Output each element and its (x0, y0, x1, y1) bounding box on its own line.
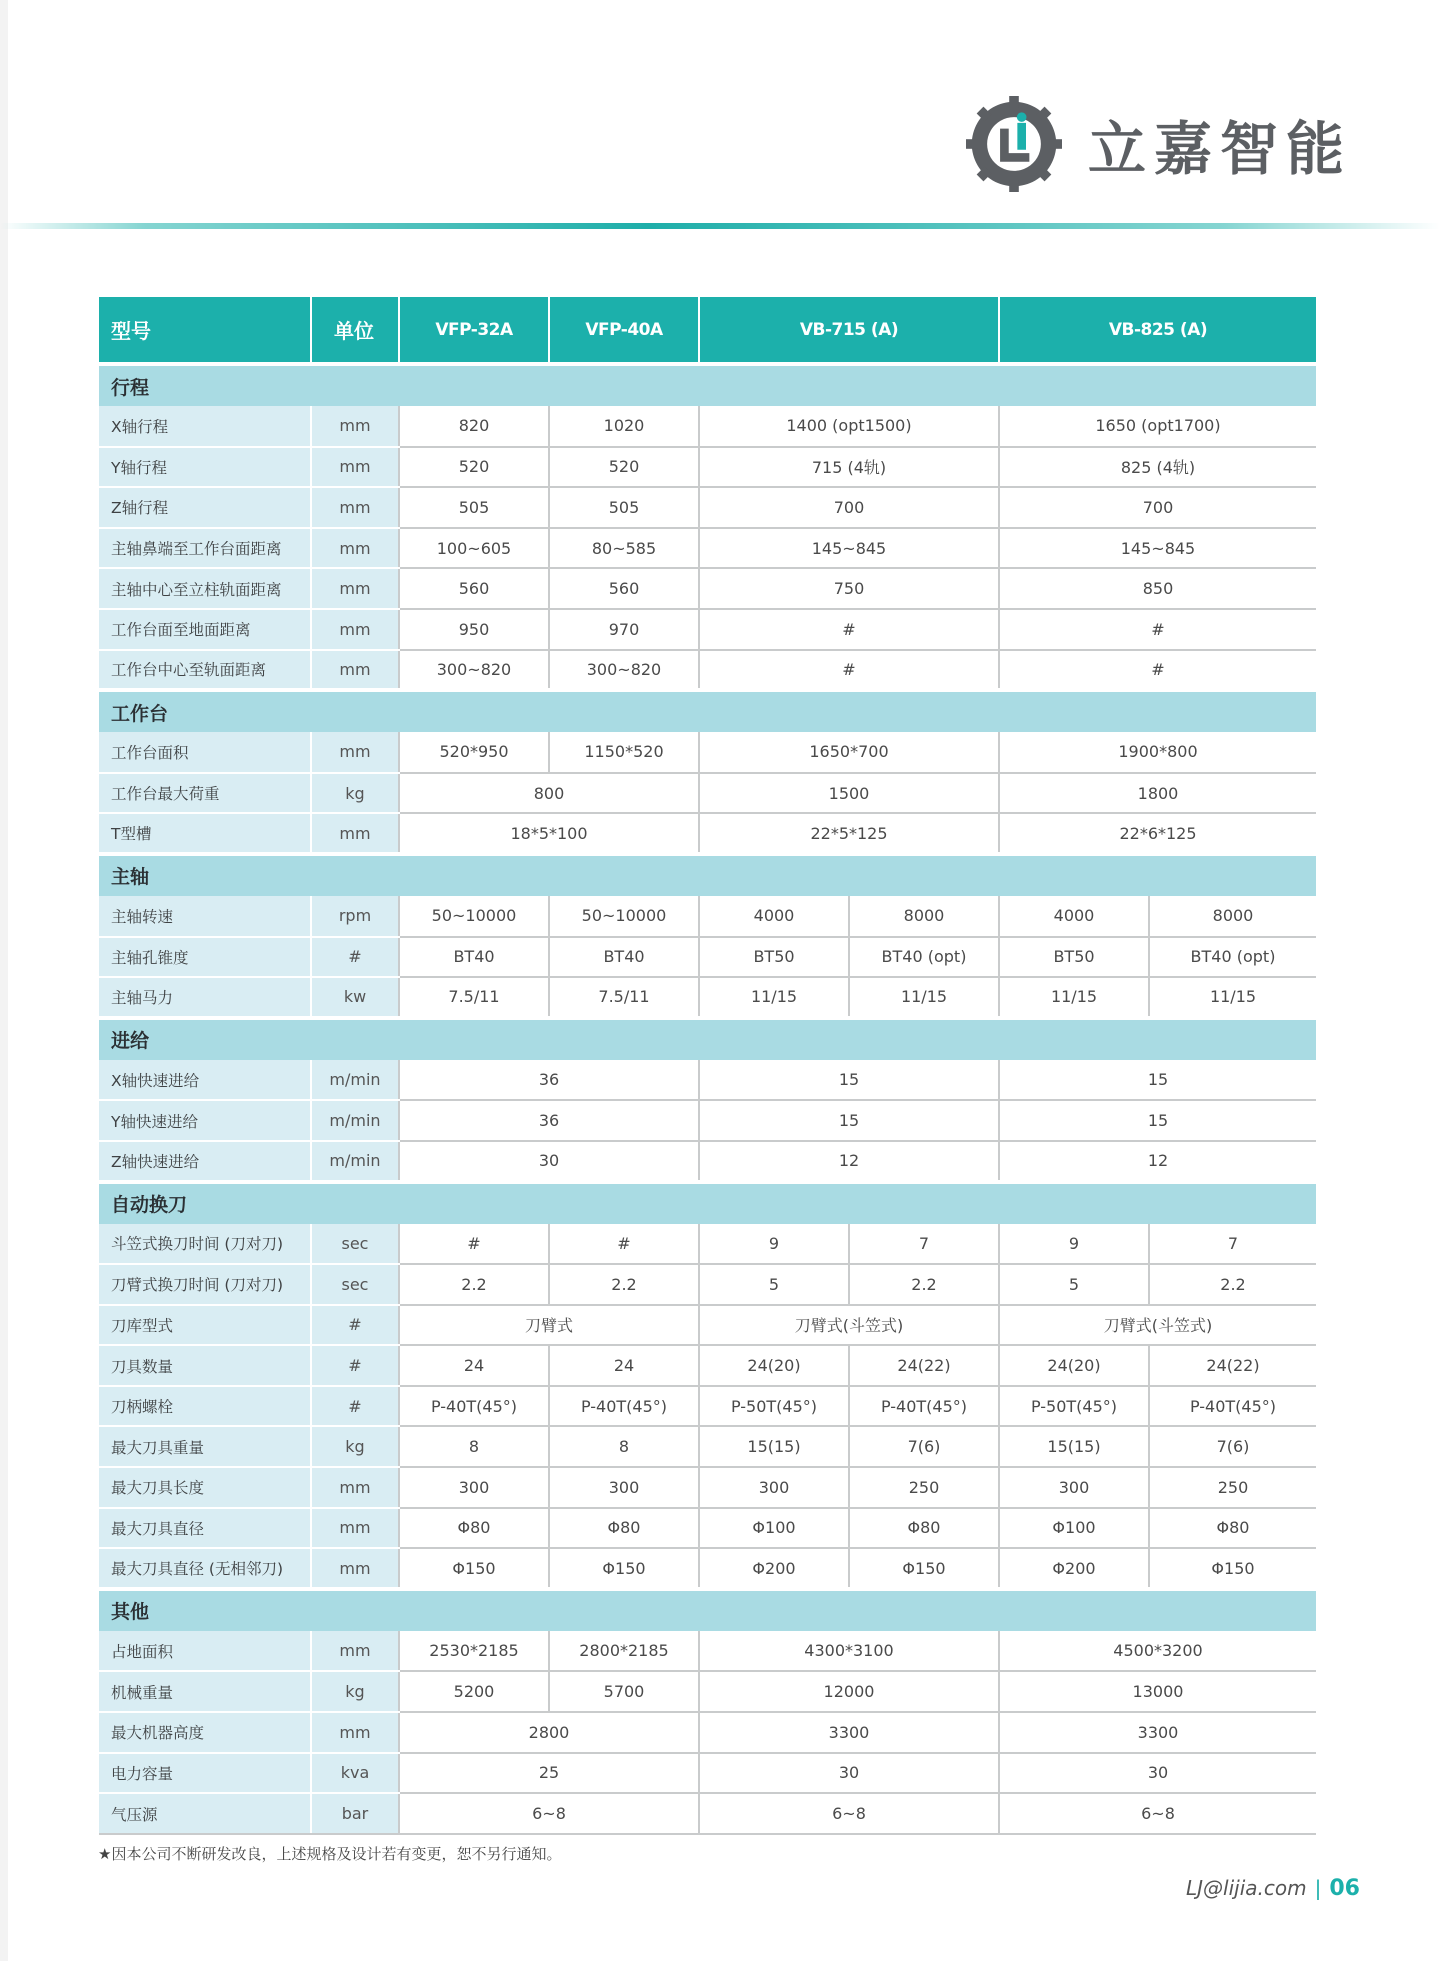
spec-value-cell: 700 (699, 487, 999, 528)
spec-value-cell: P-40T(45°) (1149, 1386, 1316, 1427)
row-label: 刀臂式换刀时间 (刀对刀) (99, 1264, 311, 1305)
spec-value-cell: 11/15 (699, 977, 849, 1018)
spec-value-cell: 7.5/11 (549, 977, 699, 1018)
spec-value-cell: Φ100 (999, 1508, 1149, 1549)
spec-value-cell: 5 (699, 1264, 849, 1305)
spec-value-cell: 560 (549, 568, 699, 609)
gear-lj-icon (966, 96, 1062, 192)
row-unit: sec (311, 1264, 399, 1305)
row-label: 刀库型式 (99, 1305, 311, 1346)
spec-value-cell: 80~585 (549, 528, 699, 569)
spec-value-cell: Φ100 (699, 1508, 849, 1549)
section-title: 自动换刀 (99, 1182, 1316, 1224)
spec-value-cell: 刀臂式 (399, 1305, 699, 1346)
spec-value-cell: 820 (399, 406, 549, 447)
row-unit: m/min (311, 1141, 399, 1182)
row-label: Z轴快速进给 (99, 1141, 311, 1182)
table-row (99, 732, 1316, 773)
page-number: 06 (1329, 1876, 1360, 1901)
spec-value-cell: 11/15 (999, 977, 1149, 1018)
spec-value-cell: 2.2 (849, 1264, 999, 1305)
spec-value-cell: 1500 (699, 773, 999, 814)
spec-value-cell: 4000 (999, 896, 1149, 937)
spec-value-cell: 750 (699, 568, 999, 609)
spec-value-cell: 100~605 (399, 528, 549, 569)
row-unit: sec (311, 1224, 399, 1265)
row-label: 工作台面积 (99, 732, 311, 773)
brand-logo (966, 94, 1366, 194)
spec-value-cell: 4000 (699, 896, 849, 937)
spec-value-cell: Φ80 (549, 1508, 699, 1549)
spec-value-cell: 4300*3100 (699, 1631, 999, 1672)
table-row (99, 937, 1316, 978)
row-unit: mm (311, 1548, 399, 1589)
row-unit: bar (311, 1793, 399, 1834)
row-label: 最大刀具直径 (无相邻刀) (99, 1548, 311, 1589)
section-title: 主轴 (99, 854, 1316, 896)
row-label: 主轴鼻端至工作台面距离 (99, 528, 311, 569)
spec-value-cell: 145~845 (999, 528, 1316, 569)
spec-value-cell: 7.5/11 (399, 977, 549, 1018)
contact-email[interactable]: LJ@lijia.com (1186, 1876, 1307, 1900)
spec-value-cell: 505 (399, 487, 549, 528)
spec-value-cell: 825 (4轨) (999, 447, 1316, 488)
spec-value-cell: BT50 (999, 937, 1149, 978)
spec-value-cell: # (999, 650, 1316, 691)
table-row (99, 1141, 1316, 1182)
spec-value-cell: # (399, 1224, 549, 1265)
spec-value-cell: 6~8 (399, 1793, 699, 1834)
table-row (99, 1508, 1316, 1549)
row-label: 机械重量 (99, 1671, 311, 1712)
spec-value-cell: 7(6) (1149, 1426, 1316, 1467)
spec-value-cell: 250 (1149, 1467, 1316, 1508)
spec-value-cell: 15 (999, 1060, 1316, 1101)
spec-value-cell: Φ150 (399, 1548, 549, 1589)
table-row (99, 1345, 1316, 1386)
spec-value-cell: P-40T(45°) (849, 1386, 999, 1427)
spec-value-cell: 8 (549, 1426, 699, 1467)
spec-value-cell: 24(20) (999, 1345, 1149, 1386)
table-row (99, 1264, 1316, 1305)
spec-value-cell: BT40 (opt) (1149, 937, 1316, 978)
spec-value-cell: # (699, 650, 999, 691)
section-title: 其他 (99, 1589, 1316, 1631)
spec-value-cell: 3300 (699, 1712, 999, 1753)
table-row (99, 528, 1316, 569)
row-label: 最大刀具直径 (99, 1508, 311, 1549)
row-label: 工作台面至地面距离 (99, 609, 311, 650)
spec-value-cell: BT50 (699, 937, 849, 978)
spec-value-cell: 970 (549, 609, 699, 650)
table-row (99, 1548, 1316, 1589)
spec-value-cell: 22*5*125 (699, 813, 999, 854)
spec-value-cell: P-50T(45°) (999, 1386, 1149, 1427)
row-label: T型槽 (99, 813, 311, 854)
spec-value-cell: 300 (549, 1467, 699, 1508)
spec-value-cell: 36 (399, 1060, 699, 1101)
spec-value-cell: 15 (699, 1060, 999, 1101)
spec-value-cell: 2800 (399, 1712, 699, 1753)
section-row (99, 1589, 1316, 1631)
row-unit: kg (311, 773, 399, 814)
spec-value-cell: 11/15 (849, 977, 999, 1018)
spec-value-cell: 15 (999, 1100, 1316, 1141)
spec-value-cell: 8000 (1149, 896, 1316, 937)
row-unit: kva (311, 1753, 399, 1794)
row-label: 工作台最大荷重 (99, 773, 311, 814)
spec-value-cell: 1150*520 (549, 732, 699, 773)
spec-value-cell: 4500*3200 (999, 1631, 1316, 1672)
spec-value-cell: 30 (399, 1141, 699, 1182)
spec-value-cell: 7 (1149, 1224, 1316, 1265)
spec-value-cell: 950 (399, 609, 549, 650)
row-unit: mm (311, 1467, 399, 1508)
spec-value-cell: 1800 (999, 773, 1316, 814)
row-label: 刀柄螺栓 (99, 1386, 311, 1427)
spec-value-cell: 刀臂式(斗笠式) (999, 1305, 1316, 1346)
spec-value-cell: 2.2 (399, 1264, 549, 1305)
row-label: X轴快速进给 (99, 1060, 311, 1101)
table-row (99, 896, 1316, 937)
spec-value-cell: Φ200 (699, 1548, 849, 1589)
table-row (99, 1671, 1316, 1712)
section-row (99, 1018, 1316, 1060)
spec-value-cell: 6~8 (999, 1793, 1316, 1834)
spec-value-cell: 850 (999, 568, 1316, 609)
table-row (99, 406, 1316, 447)
table-row (99, 487, 1316, 528)
spec-value-cell: 24(22) (849, 1345, 999, 1386)
footer-separator: | (1314, 1876, 1322, 1900)
spec-value-cell: P-50T(45°) (699, 1386, 849, 1427)
spec-value-cell: 8000 (849, 896, 999, 937)
spec-value-cell: 560 (399, 568, 549, 609)
row-label: 占地面积 (99, 1631, 311, 1672)
spec-value-cell: Φ80 (849, 1508, 999, 1549)
row-label: 最大机器高度 (99, 1712, 311, 1753)
row-label: Y轴行程 (99, 447, 311, 488)
spec-value-cell: 7(6) (849, 1426, 999, 1467)
spec-value-cell: Φ80 (1149, 1508, 1316, 1549)
row-unit: # (311, 1305, 399, 1346)
table-row (99, 1712, 1316, 1753)
table-header-row (99, 297, 1316, 364)
page-edge-strip (0, 0, 8, 1961)
spec-value-cell: 2800*2185 (549, 1631, 699, 1672)
section-row (99, 364, 1316, 406)
spec-value-cell: 700 (999, 487, 1316, 528)
row-label: 主轴转速 (99, 896, 311, 937)
spec-value-cell: 12000 (699, 1671, 999, 1712)
row-label: Z轴行程 (99, 487, 311, 528)
spec-value-cell: Φ80 (399, 1508, 549, 1549)
spec-value-cell: 50~10000 (399, 896, 549, 937)
spec-value-cell: 5700 (549, 1671, 699, 1712)
table-row (99, 568, 1316, 609)
row-label: 最大刀具重量 (99, 1426, 311, 1467)
row-unit: mm (311, 650, 399, 691)
row-unit: mm (311, 568, 399, 609)
row-unit: m/min (311, 1100, 399, 1141)
spec-value-cell: BT40 (399, 937, 549, 978)
spec-value-cell: 6~8 (699, 1793, 999, 1834)
table-row (99, 813, 1316, 854)
table-row (99, 447, 1316, 488)
row-unit: mm (311, 1631, 399, 1672)
section-title: 行程 (99, 364, 1316, 406)
header-model-vfp40a: VFP-40A (549, 297, 699, 364)
spec-value-cell: Φ200 (999, 1548, 1149, 1589)
row-label: 主轴孔锥度 (99, 937, 311, 978)
spec-value-cell: 15(15) (999, 1426, 1149, 1467)
row-unit: mm (311, 1508, 399, 1549)
spec-value-cell: P-40T(45°) (549, 1386, 699, 1427)
spec-value-cell: 30 (999, 1753, 1316, 1794)
section-title: 进给 (99, 1018, 1316, 1060)
table-row (99, 1305, 1316, 1346)
spec-table-body (99, 364, 1316, 1834)
row-label: 电力容量 (99, 1753, 311, 1794)
spec-value-cell: 1900*800 (999, 732, 1316, 773)
spec-value-cell: 25 (399, 1753, 699, 1794)
table-row (99, 1426, 1316, 1467)
row-label: 刀具数量 (99, 1345, 311, 1386)
row-label: 最大刀具长度 (99, 1467, 311, 1508)
section-row (99, 854, 1316, 896)
spec-value-cell: 11/15 (1149, 977, 1316, 1018)
brand-name: 立嘉智能 (1088, 115, 1353, 183)
row-unit: mm (311, 609, 399, 650)
header-unit-label: 单位 (311, 297, 399, 364)
spec-value-cell: 520*950 (399, 732, 549, 773)
spec-value-cell: Φ150 (1149, 1548, 1316, 1589)
header-model-vb715: VB-715 (A) (699, 297, 999, 364)
spec-value-cell: 1400 (opt1500) (699, 406, 999, 447)
table-row (99, 650, 1316, 691)
table-row (99, 773, 1316, 814)
table-row (99, 1467, 1316, 1508)
row-unit: mm (311, 487, 399, 528)
spec-value-cell: Φ150 (849, 1548, 999, 1589)
section-row (99, 1182, 1316, 1224)
row-unit: # (311, 1386, 399, 1427)
spec-value-cell: 1650*700 (699, 732, 999, 773)
spec-value-cell: 刀臂式(斗笠式) (699, 1305, 999, 1346)
spec-value-cell: 8 (399, 1426, 549, 1467)
spec-value-cell: 9 (699, 1224, 849, 1265)
spec-value-cell: 800 (399, 773, 699, 814)
spec-value-cell: 12 (999, 1141, 1316, 1182)
spec-value-cell: 24 (399, 1345, 549, 1386)
section-title: 工作台 (99, 690, 1316, 732)
spec-value-cell: 36 (399, 1100, 699, 1141)
spec-value-cell: 24(20) (699, 1345, 849, 1386)
spec-value-cell: 13000 (999, 1671, 1316, 1712)
spec-table (99, 297, 1316, 1835)
row-unit: mm (311, 528, 399, 569)
spec-value-cell: 300 (699, 1467, 849, 1508)
row-label: 主轴中心至立柱轨面距离 (99, 568, 311, 609)
spec-value-cell: 24(22) (1149, 1345, 1316, 1386)
spec-value-cell: 12 (699, 1141, 999, 1182)
spec-value-cell: 520 (399, 447, 549, 488)
spec-value-cell: 15(15) (699, 1426, 849, 1467)
spec-value-cell: 18*5*100 (399, 813, 699, 854)
header-model-vb825: VB-825 (A) (999, 297, 1316, 364)
table-row (99, 1386, 1316, 1427)
row-unit: # (311, 1345, 399, 1386)
spec-value-cell: 2.2 (1149, 1264, 1316, 1305)
spec-value-cell: 15 (699, 1100, 999, 1141)
table-row (99, 1753, 1316, 1794)
spec-value-cell: 145~845 (699, 528, 999, 569)
spec-value-cell: 2.2 (549, 1264, 699, 1305)
spec-value-cell: 2530*2185 (399, 1631, 549, 1672)
section-row (99, 690, 1316, 732)
spec-value-cell: 24 (549, 1345, 699, 1386)
spec-value-cell: # (549, 1224, 699, 1265)
spec-value-cell: 300~820 (399, 650, 549, 691)
spec-value-cell: 1650 (opt1700) (999, 406, 1316, 447)
spec-value-cell: 9 (999, 1224, 1149, 1265)
spec-value-cell: 50~10000 (549, 896, 699, 937)
row-unit: kw (311, 977, 399, 1018)
spec-value-cell: 300 (999, 1467, 1149, 1508)
page-footer (1150, 1876, 1360, 1901)
spec-value-cell: 250 (849, 1467, 999, 1508)
spec-value-cell: 5200 (399, 1671, 549, 1712)
row-label: 工作台中心至轨面距离 (99, 650, 311, 691)
table-row (99, 1224, 1316, 1265)
spec-value-cell: 520 (549, 447, 699, 488)
header-divider (0, 223, 1440, 229)
table-row (99, 609, 1316, 650)
row-unit: kg (311, 1426, 399, 1467)
row-label: X轴行程 (99, 406, 311, 447)
table-row (99, 1793, 1316, 1834)
row-unit: mm (311, 447, 399, 488)
spec-value-cell: Φ150 (549, 1548, 699, 1589)
header-model-vfp32a: VFP-32A (399, 297, 549, 364)
table-row (99, 1100, 1316, 1141)
row-unit: # (311, 937, 399, 978)
row-unit: mm (311, 732, 399, 773)
row-unit: rpm (311, 896, 399, 937)
spec-value-cell: 715 (4轨) (699, 447, 999, 488)
header-model-label: 型号 (99, 297, 311, 364)
row-label: 斗笠式换刀时间 (刀对刀) (99, 1224, 311, 1265)
spec-value-cell: BT40 (opt) (849, 937, 999, 978)
spec-value-cell: 5 (999, 1264, 1149, 1305)
spec-value-cell: 505 (549, 487, 699, 528)
row-label: Y轴快速进给 (99, 1100, 311, 1141)
row-label: 气压源 (99, 1793, 311, 1834)
spec-value-cell: 22*6*125 (999, 813, 1316, 854)
spec-value-cell: 1020 (549, 406, 699, 447)
row-unit: m/min (311, 1060, 399, 1101)
spec-value-cell: 300~820 (549, 650, 699, 691)
row-label: 主轴马力 (99, 977, 311, 1018)
row-unit: mm (311, 1712, 399, 1753)
spec-value-cell: 7 (849, 1224, 999, 1265)
spec-value-cell: 3300 (999, 1712, 1316, 1753)
spec-value-cell: 30 (699, 1753, 999, 1794)
spec-value-cell: 300 (399, 1467, 549, 1508)
spec-value-cell: P-40T(45°) (399, 1386, 549, 1427)
spec-value-cell: # (999, 609, 1316, 650)
spec-value-cell: # (699, 609, 999, 650)
table-row (99, 1631, 1316, 1672)
spec-value-cell: BT40 (549, 937, 699, 978)
row-unit: mm (311, 406, 399, 447)
table-row (99, 1060, 1316, 1101)
disclaimer-footnote: ★因本公司不断研发改良，上述规格及设计若有变更，恕不另行通知。 (98, 1845, 562, 1863)
table-row (99, 977, 1316, 1018)
row-unit: kg (311, 1671, 399, 1712)
row-unit: mm (311, 813, 399, 854)
